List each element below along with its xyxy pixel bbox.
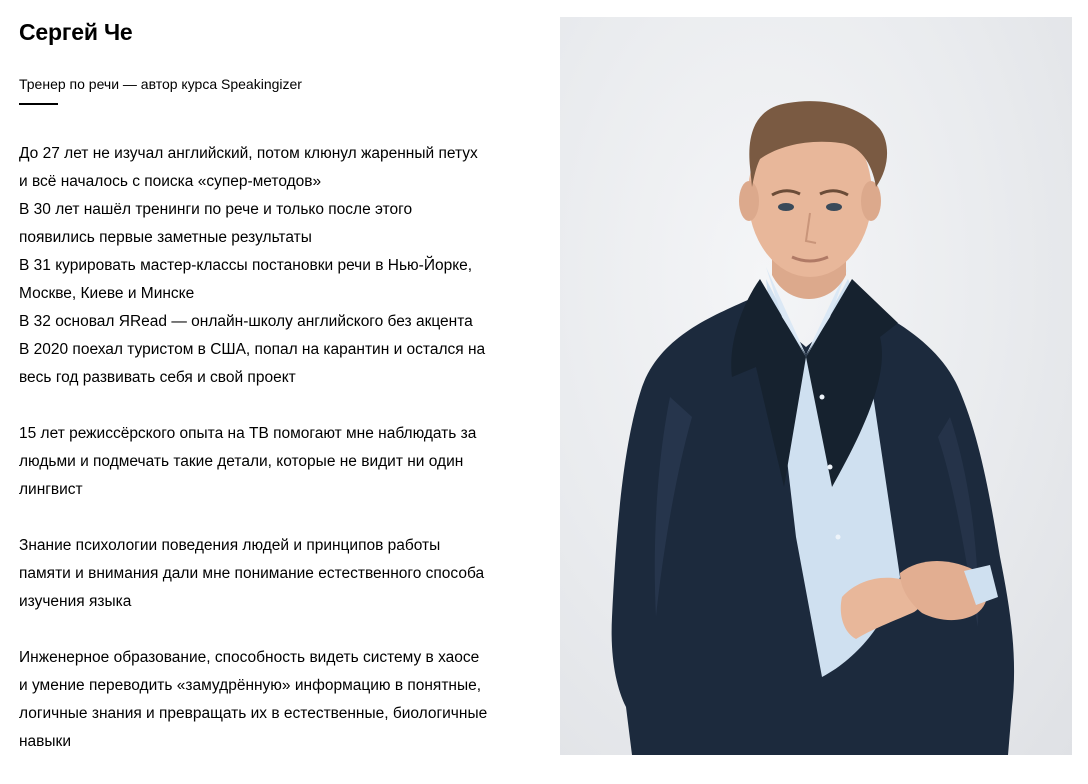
divider <box>19 103 58 105</box>
shirt-button <box>828 465 833 470</box>
bio-line: В 2020 поехал туристом в США, попал на карантин и остался на <box>19 341 486 358</box>
eye <box>778 203 794 211</box>
bio-line: появились первые заметные результаты <box>19 229 312 246</box>
bio-line: лингвист <box>19 481 83 498</box>
bio-paragraph <box>19 644 539 756</box>
bio-line: 15 лет режиссёрского опыта на ТВ помогают мне наблюдать за <box>19 425 477 442</box>
portrait-photo <box>560 17 1072 755</box>
bio-line: и всё началось с поиска «супер-методов» <box>19 173 322 190</box>
ear <box>739 181 759 221</box>
person-subtitle: Тренер по речи — автор курса Speakingizer <box>19 76 302 92</box>
bio-line: В 32 основал ЯRead — онлайн-школу английского без акцента <box>19 313 473 330</box>
bio-line: навыки <box>19 733 71 750</box>
shirt-button <box>820 395 825 400</box>
bio-line: весь год развивать себя и свой проект <box>19 369 296 386</box>
person-name: Сергей Че <box>19 19 133 45</box>
ear <box>861 181 881 221</box>
bio-line: изучения языка <box>19 593 132 610</box>
bio-line: людьми и подмечать такие детали, которые не видит ни один <box>19 453 464 470</box>
bio-line: В 31 курировать мастер-классы постановки речи в Нью-Йорке, <box>19 257 473 274</box>
bio-line: В 30 лет нашёл тренинги по рече и только после этого <box>19 201 413 218</box>
bio-line: памяти и внимания дали мне понимание естественного способа <box>19 565 485 582</box>
bio-paragraph <box>19 140 539 392</box>
bio-line: Москве, Киеве и Минске <box>19 285 195 302</box>
bio-section <box>19 16 539 784</box>
bio-paragraph <box>19 532 539 616</box>
portrait-illustration <box>560 17 1072 755</box>
bio-text <box>19 140 539 756</box>
bio-line: Инженерное образование, способность видеть систему в хаосе <box>19 649 480 666</box>
bio-line: и умение переводить «замудрённую» информацию в понятные, <box>19 677 482 694</box>
eye <box>826 203 842 211</box>
bio-line: логичные знания и превращать их в естественные, биологичные <box>19 705 488 722</box>
bio-line: До 27 лет не изучал английский, потом клюнул жаренный петух <box>19 145 478 162</box>
bio-line: Знание психологии поведения людей и принципов работы <box>19 537 441 554</box>
shirt-button <box>836 535 841 540</box>
bio-paragraph <box>19 420 539 504</box>
